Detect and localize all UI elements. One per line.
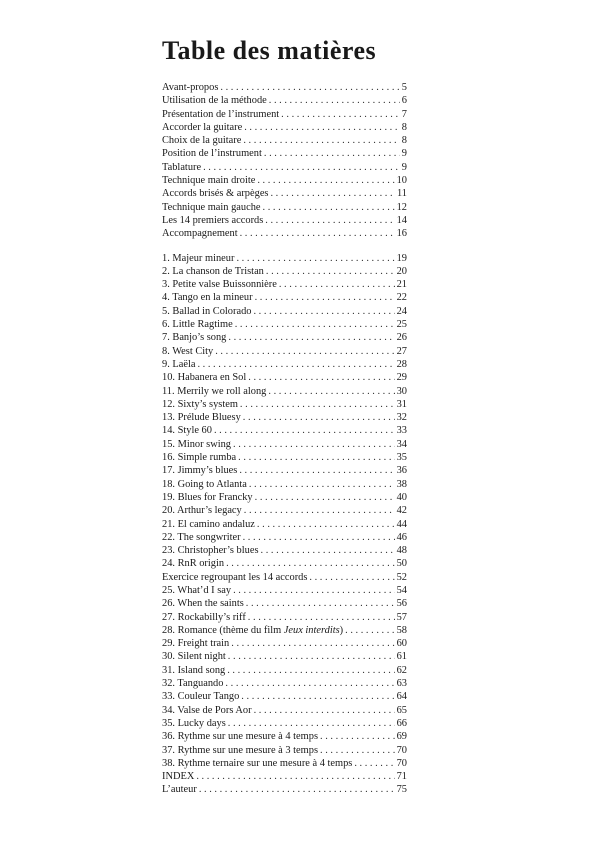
dot-leader — [266, 265, 395, 278]
dot-leader — [227, 664, 394, 677]
toc-entry-title: 8. West City — [162, 345, 214, 357]
toc-entry[interactable] — [162, 134, 407, 147]
toc-entry-title: 5. Ballad in Colorado — [162, 305, 252, 317]
toc-entry[interactable] — [162, 252, 407, 265]
toc-entry[interactable] — [162, 187, 407, 200]
toc-entry[interactable] — [162, 611, 407, 624]
toc-entry[interactable] — [162, 147, 407, 160]
toc-entry-page-number: 29 — [396, 372, 407, 384]
toc-entry-title: 7. Banjo’s song — [162, 332, 227, 344]
toc-entry-title: 18. Going to Atlanta — [162, 478, 247, 490]
dot-leader — [263, 201, 395, 214]
toc-entry[interactable] — [162, 730, 407, 743]
toc-entry-page-number: 38 — [396, 478, 407, 490]
toc-entry-title: 37. Rythme sur une mesure à 3 temps — [162, 744, 318, 756]
dot-leader — [257, 174, 394, 187]
toc-entry-page-number: 35 — [396, 452, 407, 464]
toc-entry[interactable] — [162, 411, 407, 424]
dot-leader — [214, 424, 395, 437]
toc-entry[interactable] — [162, 265, 407, 278]
toc-entry-title: 36. Rythme sur une mesure à 4 temps — [162, 731, 318, 743]
toc-entry-title: 22. The songwriter — [162, 531, 241, 543]
toc-entry-title: 13. Prélude Bluesy — [162, 412, 241, 424]
toc-entry-page-number: 70 — [396, 757, 407, 769]
toc-entry-page-number: 12 — [396, 201, 407, 213]
dot-leader — [261, 544, 395, 557]
toc-entry[interactable] — [162, 637, 407, 650]
dot-leader — [244, 504, 395, 517]
toc-entry-page-number: 54 — [396, 584, 407, 596]
toc-entry-title: Avant-propos — [162, 82, 219, 93]
toc-entry-page-number: 7 — [401, 108, 407, 120]
dot-leader — [309, 571, 394, 584]
page-title: Table des matières — [162, 36, 377, 65]
toc-entry-title: 17. Jimmy’s blues — [162, 465, 238, 477]
toc-entry[interactable] — [162, 201, 407, 214]
toc-entry-title: 9. Laëla — [162, 358, 196, 370]
toc-entry-title: 23. Christopher’s blues — [162, 545, 259, 557]
toc-section-pieces — [162, 252, 407, 797]
toc-entry-title: 35. Lucky days — [162, 717, 226, 729]
dot-leader — [255, 491, 395, 504]
dot-leader — [236, 252, 394, 265]
toc-entry-page-number: 19 — [396, 252, 407, 264]
toc-entry-page-number: 27 — [396, 345, 407, 357]
dot-leader — [241, 690, 394, 703]
toc-entry-page-number: 50 — [396, 558, 407, 570]
dot-leader — [220, 81, 399, 94]
dot-leader — [235, 318, 395, 331]
dot-leader — [246, 597, 395, 610]
table-of-contents — [162, 81, 407, 797]
toc-entry[interactable] — [162, 318, 407, 331]
toc-entry[interactable] — [162, 650, 407, 663]
dot-leader — [228, 717, 395, 730]
toc-entry-title: 3. Petite valse Buissonnière — [162, 279, 277, 291]
toc-entry-page-number: 42 — [396, 505, 407, 517]
toc-entry-page-number: 9 — [401, 161, 407, 173]
toc-entry-page-number: 71 — [396, 771, 407, 783]
dot-leader — [257, 518, 395, 531]
toc-entry[interactable] — [162, 744, 407, 757]
dot-leader — [243, 531, 395, 544]
toc-entry[interactable] — [162, 424, 407, 437]
toc-entry[interactable] — [162, 278, 407, 291]
toc-entry-title: 33. Couleur Tango — [162, 691, 240, 703]
toc-entry-page-number: 65 — [396, 704, 407, 716]
toc-entry[interactable] — [162, 331, 407, 344]
toc-entry[interactable] — [162, 81, 407, 94]
dot-leader — [228, 650, 395, 663]
dot-leader — [345, 624, 394, 637]
toc-entry[interactable] — [162, 677, 407, 690]
dot-leader — [225, 677, 394, 690]
toc-entry-title: 2. La chanson de Tristan — [162, 265, 264, 277]
toc-entry-page-number: 40 — [396, 491, 407, 503]
toc-entry[interactable] — [162, 571, 407, 584]
dot-leader — [199, 783, 395, 796]
toc-entry-title: Accords brisés & arpèges — [162, 188, 269, 200]
toc-entry[interactable] — [162, 770, 407, 783]
toc-entry-title: 29. Freight train — [162, 638, 230, 650]
toc-entry-page-number: 11 — [396, 188, 407, 200]
toc-entry-page-number: 20 — [396, 265, 407, 277]
toc-entry[interactable] — [162, 518, 407, 531]
dot-leader — [270, 187, 395, 200]
toc-entry-title: Technique main droite — [162, 175, 256, 187]
toc-entry[interactable] — [162, 214, 407, 227]
toc-entry-page-number: 8 — [401, 121, 407, 133]
toc-entry-page-number: 14 — [396, 214, 407, 226]
toc-entry[interactable] — [162, 174, 407, 187]
toc-entry-page-number: 64 — [396, 691, 407, 703]
toc-entry-title: 16. Simple rumba — [162, 452, 237, 464]
toc-entry-page-number: 70 — [396, 744, 407, 756]
toc-entry-page-number: 25 — [396, 319, 407, 331]
dot-leader — [233, 438, 395, 451]
toc-entry-title: 11. Merrily we roll along — [162, 385, 267, 397]
section-gap — [162, 241, 407, 252]
toc-entry-title: 10. Habanera en Sol — [162, 372, 247, 384]
dot-leader — [196, 770, 394, 783]
toc-entry-title: 28. Romance (thème du film Jeux interdits) — [162, 624, 344, 636]
toc-entry[interactable] — [162, 358, 407, 371]
dot-leader — [264, 147, 400, 160]
toc-entry-title: 30. Silent night — [162, 651, 226, 663]
toc-entry-page-number: 46 — [396, 531, 407, 543]
toc-entry-title: Position de l’instrument — [162, 148, 262, 160]
dot-leader — [203, 161, 400, 174]
toc-entry-title: Les 14 premiers accords — [162, 214, 264, 226]
toc-entry-title: 20. Arthur’s legacy — [162, 505, 242, 517]
toc-entry[interactable] — [162, 478, 407, 491]
dot-leader — [320, 744, 395, 757]
toc-entry-title: Accorder la guitare — [162, 121, 243, 133]
toc-entry-title: 15. Minor swing — [162, 438, 231, 450]
toc-entry-page-number: 34 — [396, 438, 407, 450]
toc-entry-page-number: 6 — [401, 95, 407, 107]
toc-entry[interactable] — [162, 584, 407, 597]
toc-entry-page-number: 10 — [396, 175, 407, 187]
toc-entry-title: 27. Rockabilly’s riff — [162, 611, 246, 623]
dot-leader — [239, 464, 394, 477]
toc-entry[interactable] — [162, 94, 407, 107]
toc-entry-page-number: 16 — [396, 228, 407, 240]
toc-entry[interactable] — [162, 291, 407, 304]
toc-entry-title: 21. El camino andaluz — [162, 518, 255, 530]
dot-leader — [281, 108, 400, 121]
toc-entry-page-number: 32 — [396, 412, 407, 424]
dot-leader — [354, 757, 394, 770]
dot-leader — [255, 291, 395, 304]
toc-entry-title: 31. Island song — [162, 664, 226, 676]
toc-entry-title: 12. Sixty’s system — [162, 398, 238, 410]
toc-entry-page-number: 8 — [401, 135, 407, 147]
toc-entry[interactable] — [162, 464, 407, 477]
toc-entry[interactable] — [162, 227, 407, 240]
dot-leader — [248, 611, 395, 624]
toc-section-introduction — [162, 81, 407, 241]
toc-entry-page-number: 44 — [396, 518, 407, 530]
toc-entry-title: 6. Little Ragtime — [162, 319, 233, 331]
toc-entry[interactable] — [162, 597, 407, 610]
toc-entry-title: INDEX — [162, 771, 195, 783]
toc-entry-page-number: 30 — [396, 385, 407, 397]
dot-leader — [243, 134, 399, 147]
toc-entry[interactable] — [162, 121, 407, 134]
toc-entry-page-number: 58 — [396, 624, 407, 636]
toc-entry-page-number: 33 — [396, 425, 407, 437]
dot-leader — [240, 398, 395, 411]
toc-entry-page-number: 36 — [396, 465, 407, 477]
toc-entry-title: 34. Valse de Pors Aor — [162, 704, 252, 716]
toc-entry-page-number: 69 — [396, 731, 407, 743]
dot-leader — [238, 451, 394, 464]
toc-entry-title: Utilisation de la méthode — [162, 95, 267, 107]
toc-entry-page-number: 48 — [396, 545, 407, 557]
toc-entry[interactable] — [162, 624, 407, 637]
toc-entry-title: Technique main gauche — [162, 201, 261, 213]
toc-entry-page-number: 31 — [396, 398, 407, 410]
toc-entry-title: 1. Majeur mineur — [162, 252, 235, 264]
toc-entry[interactable] — [162, 371, 407, 384]
toc-entry-page-number: 75 — [396, 784, 407, 796]
dot-leader — [249, 478, 395, 491]
dot-leader — [197, 358, 394, 371]
dot-leader — [268, 385, 394, 398]
toc-entry[interactable] — [162, 385, 407, 398]
toc-entry[interactable] — [162, 398, 407, 411]
dot-leader — [215, 345, 394, 358]
toc-entry-title: Accompagnement — [162, 228, 238, 240]
toc-entry-title: 26. When the saints — [162, 598, 244, 610]
toc-entry-page-number: 52 — [396, 571, 407, 583]
dot-leader — [265, 214, 394, 227]
toc-entry-page-number: 56 — [396, 598, 407, 610]
toc-entry-page-number: 26 — [396, 332, 407, 344]
toc-entry[interactable] — [162, 345, 407, 358]
toc-entry-title: 24. RnR origin — [162, 558, 225, 570]
toc-entry-page-number: 57 — [396, 611, 407, 623]
dot-leader — [243, 411, 395, 424]
toc-entry[interactable] — [162, 161, 407, 174]
toc-entry[interactable] — [162, 504, 407, 517]
toc-entry[interactable] — [162, 438, 407, 451]
toc-entry-title: 14. Style 60 — [162, 425, 212, 437]
toc-entry-page-number: 21 — [396, 279, 407, 291]
toc-entry-title: Choix de la guitare — [162, 135, 242, 147]
toc-entry-title: Tablature — [162, 161, 202, 173]
toc-entry[interactable] — [162, 783, 407, 796]
toc-entry-page-number: 5 — [401, 82, 407, 93]
toc-entry-title: Présentation de l’instrument — [162, 108, 280, 120]
toc-entry-title: 4. Tango en la mineur — [162, 292, 253, 304]
dot-leader — [226, 557, 395, 570]
toc-entry-title: 32. Tanguando — [162, 678, 224, 690]
toc-entry-page-number: 24 — [396, 305, 407, 317]
toc-entry-title: 25. What’d I say — [162, 584, 232, 596]
dot-leader — [269, 94, 400, 107]
toc-entry[interactable] — [162, 531, 407, 544]
dot-leader — [248, 371, 394, 384]
toc-entry[interactable] — [162, 704, 407, 717]
toc-entry-title: 38. Rythme ternaire sur une mesure à 4 temps — [162, 757, 353, 769]
toc-entry-page-number: 61 — [396, 651, 407, 663]
toc-entry[interactable] — [162, 544, 407, 557]
toc-entry[interactable] — [162, 491, 407, 504]
toc-entry-page-number: 66 — [396, 717, 407, 729]
dot-leader — [228, 331, 394, 344]
toc-entry[interactable] — [162, 717, 407, 730]
toc-entry[interactable] — [162, 305, 407, 318]
toc-entry-page-number: 28 — [396, 358, 407, 370]
dot-leader — [240, 227, 395, 240]
toc-entry-title: 19. Blues for Francky — [162, 491, 253, 503]
toc-entry-page-number: 22 — [396, 292, 407, 304]
dot-leader — [231, 637, 394, 650]
toc-entry[interactable] — [162, 451, 407, 464]
toc-entry-page-number: 63 — [396, 678, 407, 690]
dot-leader — [233, 584, 395, 597]
toc-entry[interactable] — [162, 690, 407, 703]
toc-entry[interactable] — [162, 108, 407, 121]
toc-entry[interactable] — [162, 557, 407, 570]
toc-entry-page-number: 62 — [396, 664, 407, 676]
dot-leader — [279, 278, 395, 291]
dot-leader — [254, 704, 395, 717]
toc-entry-title: L’auteur — [162, 784, 197, 796]
dot-leader — [244, 121, 400, 134]
toc-entry-page-number: 9 — [401, 148, 407, 160]
dot-leader — [253, 305, 394, 318]
toc-entry-title: Exercice regroupant les 14 accords — [162, 571, 308, 583]
toc-entry[interactable] — [162, 664, 407, 677]
dot-leader — [320, 730, 395, 743]
toc-entry[interactable] — [162, 757, 407, 770]
toc-entry-page-number: 60 — [396, 638, 407, 650]
